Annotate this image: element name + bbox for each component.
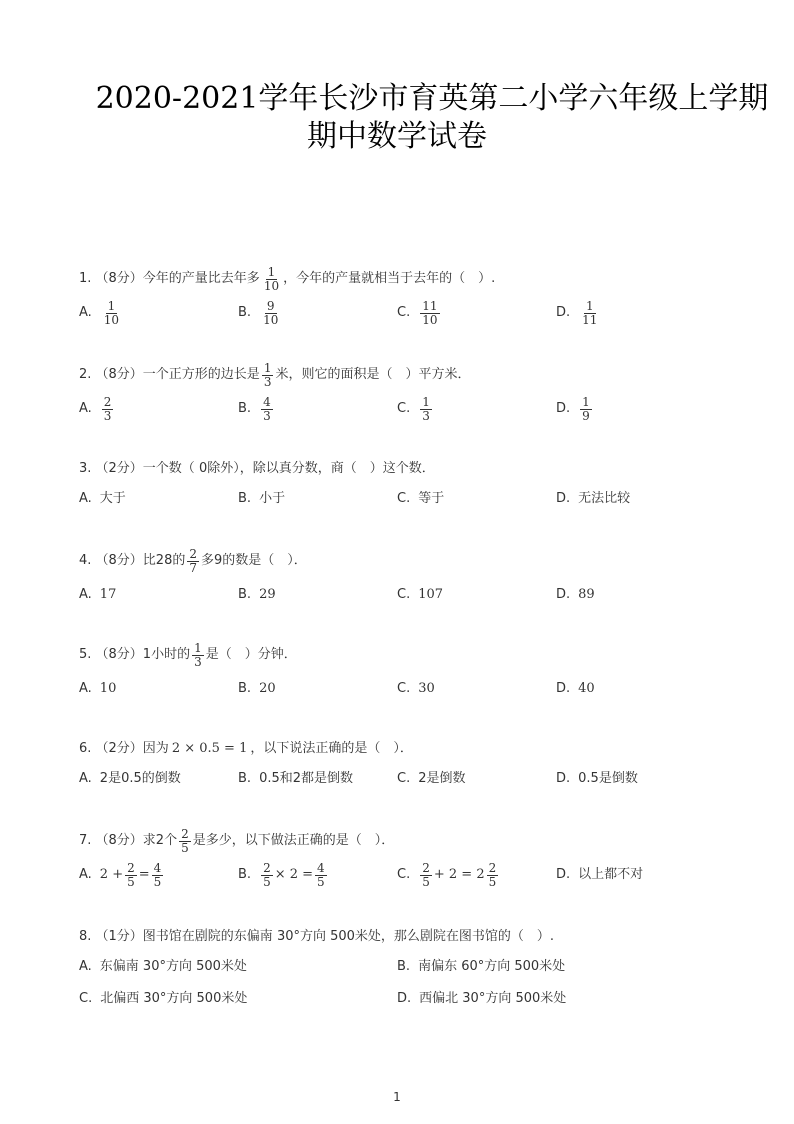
option-c[interactable]: C. 等于 <box>397 491 445 506</box>
option-a[interactable]: A. $\frac{2}{3}$ <box>79 394 112 423</box>
option-c[interactable]: C. 107 <box>397 587 444 602</box>
question-text: 米，则它的面积是（ ）平方米． <box>275 367 471 382</box>
option-d[interactable]: D. 以上都不对 <box>556 867 644 882</box>
option-b[interactable]: B. 南偏东 60°方向 500米处 <box>397 959 566 974</box>
option-c[interactable]: C. $\frac{2}{5}$ + 2 = 2 $\frac{2}{5}$ <box>397 860 497 889</box>
option-d[interactable]: D. 0.5是倒数 <box>556 771 638 786</box>
question-text: 5. （8分）1小时的 <box>79 647 191 662</box>
question-2 <box>79 360 590 424</box>
option-a[interactable]: A. 2是0.5的倒数 <box>79 771 181 786</box>
fraction: $\frac{1}{3}$ <box>194 640 202 669</box>
fraction: $\frac{1}{3}$ <box>263 360 272 389</box>
option-b[interactable]: B. 0.5和2都是倒数 <box>238 771 354 786</box>
question-4 <box>79 546 595 610</box>
option-a[interactable]: A. $\frac{1}{10}$ <box>79 298 120 327</box>
option-c[interactable]: C. $\frac{11}{10}$ <box>397 298 438 327</box>
option-a[interactable]: A. 大于 <box>79 491 126 506</box>
question-text: ，今年的产量就相当于去年的（ ）. <box>283 271 496 286</box>
question-text: 是（ ）分钟． <box>205 647 297 662</box>
page-number: 1 <box>393 1090 401 1104</box>
option-b[interactable]: B. 29 <box>238 587 276 602</box>
option-c[interactable]: C. $\frac{1}{3}$ <box>397 394 430 423</box>
question-7 <box>79 826 644 890</box>
question-text: 2. （8分）一个正方形的边长是 <box>79 367 260 382</box>
question-5 <box>79 640 595 704</box>
option-b[interactable]: B. $\frac{4}{3}$ <box>238 394 271 423</box>
fraction: $\frac{2}{5}$ <box>181 826 189 855</box>
option-d[interactable]: D. 40 <box>556 681 595 696</box>
question-text: 1. （8分）今年的产量比去年多 <box>79 271 260 286</box>
question-1 <box>79 264 598 328</box>
option-b[interactable]: B. 小于 <box>238 491 286 506</box>
option-b[interactable]: B. $\frac{2}{5}$ × 2 = $\frac{4}{5}$ <box>238 860 325 889</box>
question-text: 多9的数是（ ）． <box>201 553 307 568</box>
option-d[interactable]: D. 89 <box>556 587 595 602</box>
question-text: 8. （1分）图书馆在剧院的东偏南 30°方向 500米处，那么剧院在图书馆的（ ）. <box>79 929 555 944</box>
question-3 <box>79 454 631 514</box>
option-c[interactable]: C. 30 <box>397 681 435 696</box>
option-b[interactable]: B. 20 <box>238 681 276 696</box>
title-line-2: 期中数学试卷 <box>307 119 487 154</box>
option-c[interactable]: C. 北偏西 30°方向 500米处 <box>79 991 248 1006</box>
page-title <box>0 80 794 156</box>
option-d[interactable]: D. $\frac{1}{11}$ <box>556 298 598 327</box>
fraction: $\frac{2}{7}$ <box>189 546 197 575</box>
question-8 <box>79 922 567 1014</box>
option-a[interactable]: A. 2 + $\frac{2}{5}$ = $\frac{4}{5}$ <box>79 860 162 889</box>
question-text: 是多少，以下做法正确的是（ ）． <box>192 833 395 848</box>
option-a[interactable]: A. 10 <box>79 681 117 696</box>
question-6 <box>79 734 638 794</box>
question-text: 7. （8分）求2个 <box>79 833 178 848</box>
option-a[interactable]: A. 17 <box>79 587 117 602</box>
option-b[interactable]: B. $\frac{9}{10}$ <box>238 298 279 327</box>
equation: 2 × 0.5 = 1 <box>171 741 248 756</box>
option-d[interactable]: D. 无法比较 <box>556 491 631 506</box>
question-text: 6. （2分）因为 <box>79 741 169 756</box>
title-line-1: 2020-2021学年长沙市育英第二小学六年级上学期 <box>95 81 769 116</box>
question-text: 3. （2分）一个数（ 0除外），除以真分数，商（ ）这个数． <box>79 461 435 476</box>
option-a[interactable]: A. 东偏南 30°方向 500米处 <box>79 959 247 974</box>
fraction: $\frac{1}{10}$ <box>263 264 280 293</box>
question-text: 4. （8分）比28的 <box>79 553 186 568</box>
question-text: ，以下说法正确的是（ ）． <box>250 741 413 756</box>
option-c[interactable]: C. 2是倒数 <box>397 771 466 786</box>
option-d[interactable]: D. 西偏北 30°方向 500米处 <box>397 991 567 1006</box>
option-d[interactable]: D. $\frac{1}{9}$ <box>556 394 590 423</box>
